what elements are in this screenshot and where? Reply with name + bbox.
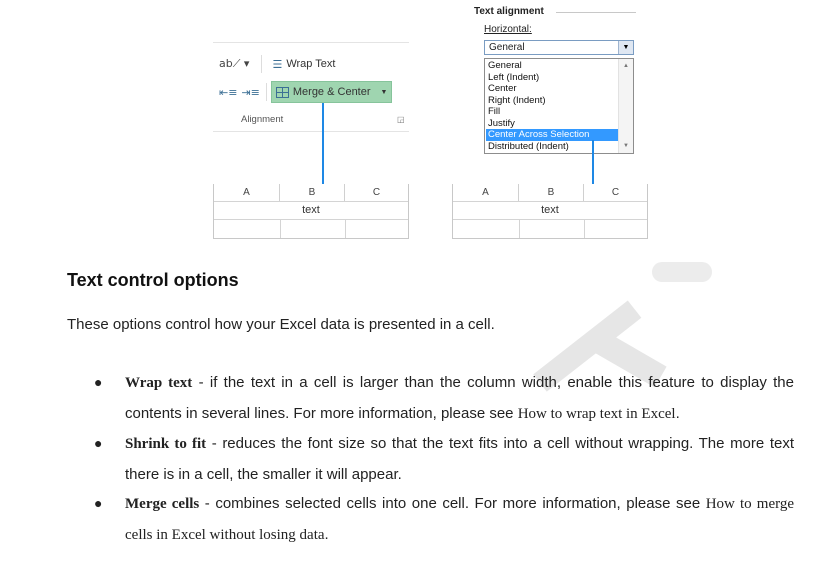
bullet-link[interactable]: How to merge cells in Excel without losing data — [125, 496, 794, 543]
list-item — [94, 368, 794, 429]
section-divider — [556, 12, 636, 13]
chevron-down-icon[interactable]: ▼ — [380, 88, 388, 96]
column-header-b: B — [519, 184, 584, 201]
bullet-icon: ● — [94, 495, 103, 511]
column-header-a: A — [453, 184, 519, 201]
column-header-c: C — [372, 187, 381, 198]
bullet-icon: ● — [94, 374, 103, 390]
list-item-center[interactable]: Center — [488, 83, 517, 94]
section-heading: Text control options — [67, 270, 239, 290]
merged-cell[interactable]: text — [302, 204, 320, 216]
list-item-left-indent[interactable]: Left (Indent) — [488, 71, 540, 83]
chevron-down-icon[interactable]: ▼ — [618, 41, 633, 54]
text-alignment-title: Text alignment — [474, 6, 544, 17]
spreadsheet-center-across — [452, 184, 648, 239]
merge-center-label: Merge & Center — [292, 86, 371, 98]
gridline — [584, 219, 585, 238]
bullet-text: - if the text in a cell is larger than the column width, enable this feature to display the contents in several lines. For more information, please see — [125, 374, 794, 422]
dialog-launcher-icon[interactable]: ◲ — [397, 115, 405, 124]
ribbon-alignment-group — [213, 42, 409, 132]
combo-value: General — [489, 42, 525, 53]
merge-center-button[interactable] — [271, 81, 393, 103]
gridline — [345, 219, 346, 238]
bullet-term: Wrap text — [125, 375, 193, 391]
intro-paragraph: These options control how your Excel data is presented in a cell. — [67, 316, 495, 333]
wrap-text-icon: ☰ — [272, 57, 283, 71]
scroll-up-icon[interactable]: ▲ — [623, 63, 629, 69]
column-header-c: C — [611, 187, 620, 198]
bullet-list — [94, 368, 794, 550]
merge-center-icon — [276, 87, 289, 98]
list-item-general[interactable]: General — [488, 60, 522, 71]
centered-cell[interactable]: text — [541, 204, 559, 216]
horizontal-combo[interactable] — [484, 40, 634, 55]
arrow-shaft — [322, 103, 324, 189]
bullet-term: Merge cells — [125, 496, 200, 512]
horizontal-label-text: Horizontal: — [484, 24, 532, 35]
gridline — [280, 219, 281, 238]
bullet-term: Shrink to fit — [125, 436, 207, 452]
horizontal-dropdown-list[interactable] — [484, 58, 634, 154]
bullet-tail: . — [324, 525, 329, 543]
list-item-right-indent[interactable]: Right (Indent) — [488, 94, 546, 106]
scroll-down-icon[interactable]: ▼ — [623, 143, 629, 149]
list-item — [94, 489, 794, 550]
column-header-a: A — [214, 184, 280, 201]
alignment-group-label: Alignment — [241, 114, 284, 125]
ribbon-row-bottom — [219, 81, 392, 103]
gridline — [453, 219, 647, 220]
gridline — [214, 219, 408, 220]
bullet-link[interactable]: How to wrap text in Excel — [517, 405, 676, 422]
increase-indent-icon[interactable]: ⇥≡ — [241, 85, 260, 99]
bullet-text: - reduces the font size so that the text fits into a cell without wrapping. The more text there is in a cell, the smaller it will appear. — [125, 435, 794, 483]
list-item-center-across-selection[interactable]: Center Across Selection — [486, 129, 618, 141]
gridline — [519, 219, 520, 238]
bullet-icon: ● — [94, 435, 103, 451]
list-item — [94, 429, 794, 489]
column-header-b: B — [280, 184, 345, 201]
orientation-icon[interactable]: ab⟋ ▾ — [219, 57, 250, 70]
list-scrollbar[interactable] — [618, 59, 633, 153]
bullet-tail: . — [675, 404, 680, 422]
wrap-text-label: Wrap Text — [286, 58, 336, 70]
list-item-fill[interactable]: Fill — [488, 106, 501, 117]
ribbon-row-top — [219, 53, 339, 75]
arrow-shaft — [592, 140, 594, 188]
spreadsheet-merge-center — [213, 184, 409, 239]
horizontal-label — [484, 24, 532, 35]
list-item-justify[interactable]: Justify — [488, 117, 515, 129]
bullet-text: - combines selected cells into one cell. For more information, please see — [199, 495, 706, 512]
wrap-text-button[interactable] — [268, 54, 339, 74]
decrease-indent-icon[interactable]: ⇤≡ — [219, 85, 238, 99]
list-item-distributed-indent[interactable]: Distributed (Indent) — [488, 140, 569, 152]
watermark-stroke — [652, 262, 712, 282]
